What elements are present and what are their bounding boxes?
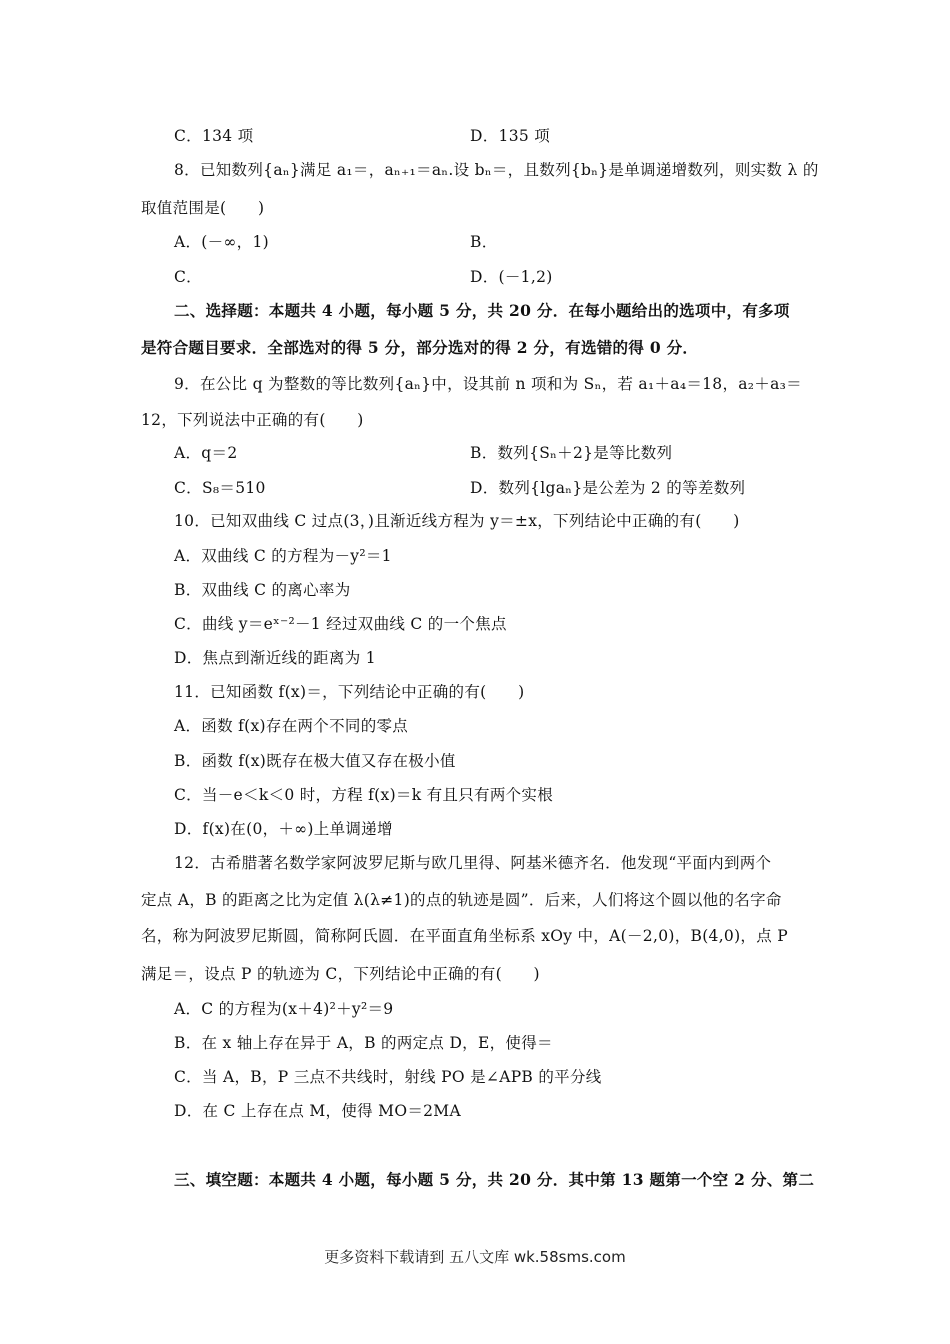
q11-option-a: A．函数 f(x)存在两个不同的零点 [174, 717, 409, 735]
footer-download-link[interactable]: 更多资料下载请到 五八文库 wk.58sms.com [324, 1248, 626, 1266]
q12-stem-line2: 定点 A，B 的距离之比为定值 λ(λ≠1)的点的轨迹是圆”．后来，人们将这个圆以他的名字命 [141, 891, 782, 909]
q12-stem-line1: 12．古希腊著名数学家阿波罗尼斯与欧几里得、阿基米德齐名．他发现“平面内到两个 [174, 854, 772, 872]
q10-stem: 10．已知双曲线 C 过点(3，)且渐近线方程为 y＝±x，下列结论中正确的有( ) [174, 512, 740, 530]
q10-option-b: B．双曲线 C 的离心率为 [174, 581, 351, 599]
q12-option-d: D．在 C 上存在点 M，使得 MO＝2MA [174, 1102, 461, 1120]
q10-option-d: D．焦点到渐近线的距离为 1 [174, 649, 376, 667]
q9-stem-line1: 9．在公比 q 为整数的等比数列{aₙ}中，设其前 n 项和为 Sₙ，若 a₁＋a₄＝18，a₂＋a₃＝ [174, 375, 802, 393]
q7-option-c: C．134 项 [174, 127, 254, 145]
q8-option-c: C． [174, 268, 202, 286]
q9-stem-line2: 12，下列说法中正确的有( ) [141, 411, 364, 429]
q12-stem-line3: 名，称为阿波罗尼斯圆，简称阿氏圆．在平面直角坐标系 xOy 中，A(－2,0)，B(4,0)，点 P [141, 927, 788, 945]
q8-option-d: D．(－1,2) [470, 268, 553, 286]
q7-option-d: D．135 项 [470, 127, 551, 145]
q11-stem: 11．已知函数 f(x)＝，下列结论中正确的有( ) [174, 683, 525, 701]
q10-option-a: A．双曲线 C 的方程为－y²＝1 [174, 547, 392, 565]
q9-option-b: B．数列{Sₙ＋2}是等比数列 [470, 444, 673, 462]
q12-option-a: A．C 的方程为(x＋4)²＋y²＝9 [174, 1000, 394, 1018]
q8-stem-line1: 8．已知数列{aₙ}满足 a₁＝，aₙ₊₁＝aₙ.设 bₙ＝，且数列{bₙ}是单调递增数列，则实数 λ 的 [174, 161, 819, 179]
section2-heading-line1: 二、选择题：本题共 4 小题，每小题 5 分，共 20 分．在每小题给出的选项中，有多项 [174, 301, 790, 320]
q12-option-b: B．在 x 轴上存在异于 A，B 的两定点 D，E，使得＝ [174, 1034, 553, 1052]
q8-option-b: B． [470, 233, 498, 251]
q11-option-b: B．函数 f(x)既存在极大值又存在极小值 [174, 752, 456, 770]
q11-option-c: C．当－e＜k＜0 时，方程 f(x)＝k 有且只有两个实根 [174, 786, 554, 804]
q8-stem-line2: 取值范围是( ) [141, 199, 265, 217]
q12-option-c: C．当 A，B，P 三点不共线时，射线 PO 是∠APB 的平分线 [174, 1068, 602, 1086]
q9-option-c: C．S₈＝510 [174, 479, 266, 497]
q11-option-d: D．f(x)在(0，＋∞)上单调递增 [174, 820, 393, 838]
section2-heading-line2: 是符合题目要求．全部选对的得 5 分，部分选对的得 2 分，有选错的得 0 分． [141, 338, 699, 357]
q8-option-a: A．(－∞，1) [174, 233, 269, 251]
q9-option-d: D．数列{lgaₙ}是公差为 2 的等差数列 [470, 479, 746, 497]
q9-option-a: A．q＝2 [174, 444, 238, 462]
section3-heading-line1: 三、填空题：本题共 4 小题，每小题 5 分，共 20 分．其中第 13 题第一个空 2 分、第二 [174, 1170, 815, 1189]
q12-stem-line4: 满足＝，设点 P 的轨迹为 C，下列结论中正确的有( ) [141, 965, 540, 983]
q10-option-c: C．曲线 y＝eˣ⁻²－1 经过双曲线 C 的一个焦点 [174, 615, 507, 633]
